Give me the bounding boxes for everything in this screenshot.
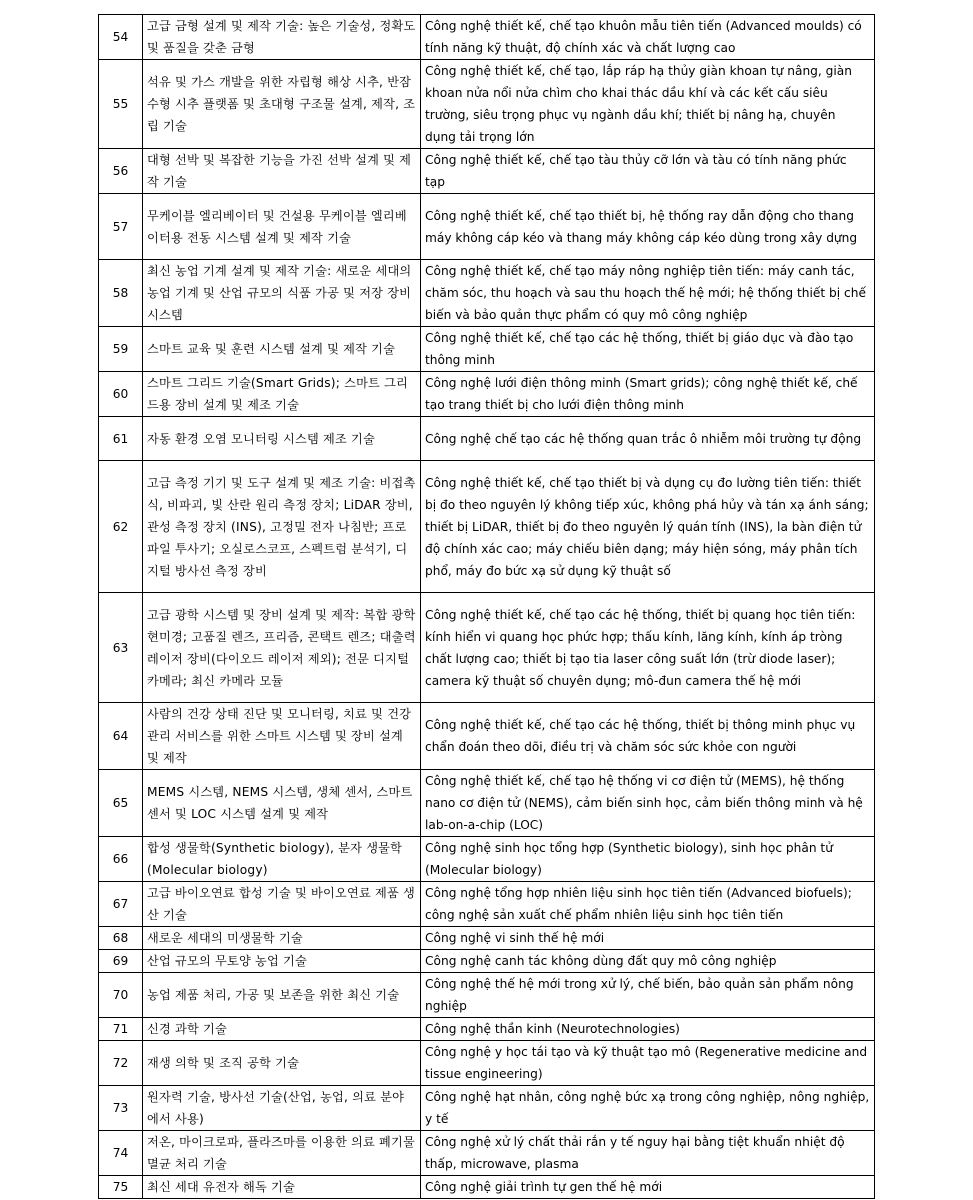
row-number-cell: 56 — [99, 149, 143, 194]
row-number-cell: 66 — [99, 837, 143, 882]
table-row — [99, 1041, 875, 1086]
row-number-cell: 64 — [99, 703, 143, 770]
vietnamese-description-cell: Công nghệ xử lý chất thải rắn y tế nguy hại bằng tiệt khuẩn nhiệt độ thấp, microwave, plasma — [421, 1131, 875, 1176]
row-number-cell: 54 — [99, 15, 143, 60]
vietnamese-description-cell: Công nghệ thiết kế, chế tạo, lắp ráp hạ thủy giàn khoan tự nâng, giàn khoan nửa nổi nửa chìm cho khai thác dầu khí và các kết cấu siêu trường, siêu trọng phục vụ ngành dầu khí; thiết bị nâng hạ, chuyên dụng tải trọng lớn — [421, 60, 875, 149]
vietnamese-description-cell: Công nghệ lưới điện thông minh (Smart grids); công nghệ thiết kế, chế tạo trang thiết bị cho lưới điện thông minh — [421, 372, 875, 417]
row-number-cell: 75 — [99, 1176, 143, 1199]
vietnamese-description-cell: Công nghệ thần kinh (Neurotechnologies) — [421, 1018, 875, 1041]
korean-description-cell: 저온, 마이크로파, 플라즈마를 이용한 의료 폐기물 멸균 처리 기술 — [143, 1131, 421, 1176]
korean-description-cell: 원자력 기술, 방사선 기술(산업, 농업, 의료 분야에서 사용) — [143, 1086, 421, 1131]
table-row — [99, 770, 875, 837]
table-row — [99, 60, 875, 149]
vietnamese-description-cell: Công nghệ thiết kế, chế tạo hệ thống vi cơ điện tử (MEMS), hệ thống nano cơ điện tử (NEMS), cảm biến sinh học, cảm biến thông minh và hệ lab-on-a-chip (LOC) — [421, 770, 875, 837]
vietnamese-description-cell: Công nghệ thiết kế, chế tạo khuôn mẫu tiên tiến (Advanced moulds) có tính năng kỹ thuật, độ chính xác và chất lượng cao — [421, 15, 875, 60]
row-number-cell: 63 — [99, 593, 143, 703]
table-row — [99, 703, 875, 770]
korean-description-cell: MEMS 시스템, NEMS 시스템, 생체 센서, 스마트 센서 및 LOC 시스템 설계 및 제작 — [143, 770, 421, 837]
table-row — [99, 149, 875, 194]
vietnamese-description-cell: Công nghệ sinh học tổng hợp (Synthetic biology), sinh học phân tử (Molecular biology) — [421, 837, 875, 882]
vietnamese-description-cell: Công nghệ hạt nhân, công nghệ bức xạ trong công nghiệp, nông nghiệp, y tế — [421, 1086, 875, 1131]
row-number-cell: 61 — [99, 417, 143, 461]
table-row — [99, 1018, 875, 1041]
row-number-cell: 67 — [99, 882, 143, 927]
korean-description-cell: 고급 광학 시스템 및 장비 설계 및 제작: 복합 광학 현미경; 고품질 렌즈, 프리즘, 콘택트 렌즈; 대출력 레이저 장비(다이오드 레이저 제외); 전문 디지털 카메라; 최신 카메라 모듈 — [143, 593, 421, 703]
row-number-cell: 74 — [99, 1131, 143, 1176]
korean-description-cell: 최신 세대 유전자 해독 기술 — [143, 1176, 421, 1199]
table-row — [99, 837, 875, 882]
korean-description-cell: 스마트 교육 및 훈련 시스템 설계 및 제작 기술 — [143, 327, 421, 372]
row-number-cell: 72 — [99, 1041, 143, 1086]
row-number-cell: 57 — [99, 194, 143, 260]
korean-description-cell: 새로운 세대의 미생물학 기술 — [143, 927, 421, 950]
vietnamese-description-cell: Công nghệ chế tạo các hệ thống quan trắc ô nhiễm môi trường tự động — [421, 417, 875, 461]
table-row — [99, 950, 875, 973]
korean-description-cell: 농업 제품 처리, 가공 및 보존을 위한 최신 기술 — [143, 973, 421, 1018]
row-number-cell: 55 — [99, 60, 143, 149]
vietnamese-description-cell: Công nghệ thiết kế, chế tạo các hệ thống, thiết bị giáo dục và đào tạo thông minh — [421, 327, 875, 372]
vietnamese-description-cell: Công nghệ canh tác không dùng đất quy mô công nghiệp — [421, 950, 875, 973]
table-row — [99, 194, 875, 260]
row-number-cell: 69 — [99, 950, 143, 973]
korean-description-cell: 고급 금형 설계 및 제작 기술: 높은 기술성, 정확도 및 품질을 갖춘 금형 — [143, 15, 421, 60]
row-number-cell: 70 — [99, 973, 143, 1018]
vietnamese-description-cell: Công nghệ thiết kế, chế tạo máy nông nghiệp tiên tiến: máy canh tác, chăm sóc, thu hoạch và sau thu hoạch thế hệ mới; hệ thống thiết bị chế biến và bảo quản thực phẩm có quy mô công nghiệp — [421, 260, 875, 327]
korean-description-cell: 고급 측정 기기 및 도구 설계 및 제조 기술: 비접촉식, 비파괴, 빛 산란 원리 측정 장치; LiDAR 장비, 관성 측정 장치 (INS), 고정밀 전자 나침반; 프로파일 투사기; 오실로스코프, 스펙트럼 분석기, 디지털 방사선 측정 장비 — [143, 461, 421, 593]
table-row — [99, 260, 875, 327]
korean-description-cell: 최신 농업 기계 설계 및 제작 기술: 새로운 세대의 농업 기계 및 산업 규모의 식품 가공 및 저장 장비 시스템 — [143, 260, 421, 327]
row-number-cell: 58 — [99, 260, 143, 327]
table-row — [99, 327, 875, 372]
vietnamese-description-cell: Công nghệ thiết kế, chế tạo các hệ thống, thiết bị quang học tiên tiến: kính hiển vi quang học phức hợp; thấu kính, lăng kính, kính áp tròng chất lượng cao; thiết bị tạo tia laser công suất lớn (trừ diode laser); camera kỹ thuật số chuyên dụng; mô-đun camera thế hệ mới — [421, 593, 875, 703]
row-number-cell: 62 — [99, 461, 143, 593]
row-number-cell: 68 — [99, 927, 143, 950]
table-row — [99, 593, 875, 703]
korean-description-cell: 산업 규모의 무토양 농업 기술 — [143, 950, 421, 973]
korean-description-cell: 재생 의학 및 조직 공학 기술 — [143, 1041, 421, 1086]
table-row — [99, 1131, 875, 1176]
vietnamese-description-cell: Công nghệ vi sinh thế hệ mới — [421, 927, 875, 950]
korean-description-cell: 무케이블 엘리베이터 및 건설용 무케이블 엘리베이터용 전동 시스템 설계 및 제작 기술 — [143, 194, 421, 260]
row-number-cell: 59 — [99, 327, 143, 372]
table-row — [99, 1086, 875, 1131]
vietnamese-description-cell: Công nghệ thế hệ mới trong xử lý, chế biến, bảo quản sản phẩm nông nghiệp — [421, 973, 875, 1018]
table-row — [99, 461, 875, 593]
korean-description-cell: 고급 바이오연료 합성 기술 및 바이오연료 제품 생산 기술 — [143, 882, 421, 927]
technology-list-table — [98, 14, 875, 1199]
korean-description-cell: 스마트 그리드 기술(Smart Grids); 스마트 그리드용 장비 설계 및 제조 기술 — [143, 372, 421, 417]
table-row — [99, 927, 875, 950]
row-number-cell: 65 — [99, 770, 143, 837]
korean-description-cell: 합성 생물학(Synthetic biology), 분자 생물학(Molecular biology) — [143, 837, 421, 882]
table-row — [99, 417, 875, 461]
row-number-cell: 73 — [99, 1086, 143, 1131]
vietnamese-description-cell: Công nghệ thiết kế, chế tạo thiết bị và dụng cụ đo lường tiên tiến: thiết bị đo theo nguyên lý không tiếp xúc, không phá hủy và tán xạ ánh sáng; thiết bị LiDAR, thiết bị đo theo nguyên lý quán tính (INS), la bàn điện tử độ chính xác cao; máy chiếu biên dạng; máy hiện sóng, máy phân tích phổ, máy đo bức xạ sử dụng kỹ thuật số — [421, 461, 875, 593]
korean-description-cell: 대형 선박 및 복잡한 기능을 가진 선박 설계 및 제작 기술 — [143, 149, 421, 194]
korean-description-cell: 자동 환경 오염 모니터링 시스템 제조 기술 — [143, 417, 421, 461]
vietnamese-description-cell: Công nghệ giải trình tự gen thế hệ mới — [421, 1176, 875, 1199]
row-number-cell: 71 — [99, 1018, 143, 1041]
table-row — [99, 1176, 875, 1199]
vietnamese-description-cell: Công nghệ tổng hợp nhiên liệu sinh học tiên tiến (Advanced biofuels); công nghệ sản xuất chế phẩm nhiên liệu sinh học tiên tiến — [421, 882, 875, 927]
table-row — [99, 882, 875, 927]
table-row — [99, 973, 875, 1018]
vietnamese-description-cell: Công nghệ thiết kế, chế tạo tàu thủy cỡ lớn và tàu có tính năng phức tạp — [421, 149, 875, 194]
table-row — [99, 15, 875, 60]
table-row — [99, 372, 875, 417]
korean-description-cell: 신경 과학 기술 — [143, 1018, 421, 1041]
vietnamese-description-cell: Công nghệ y học tái tạo và kỹ thuật tạo mô (Regenerative medicine and tissue engineering) — [421, 1041, 875, 1086]
table-body — [99, 15, 875, 1199]
korean-description-cell: 석유 및 가스 개발을 위한 자립형 해상 시추, 반잠수형 시추 플랫폼 및 초대형 구조물 설계, 제작, 조립 기술 — [143, 60, 421, 149]
vietnamese-description-cell: Công nghệ thiết kế, chế tạo thiết bị, hệ thống ray dẫn động cho thang máy không cáp kéo và thang máy không cáp kéo dùng trong xây dựng — [421, 194, 875, 260]
korean-description-cell: 사람의 건강 상태 진단 및 모니터링, 치료 및 건강 관리 서비스를 위한 스마트 시스템 및 장비 설계 및 제작 — [143, 703, 421, 770]
row-number-cell: 60 — [99, 372, 143, 417]
vietnamese-description-cell: Công nghệ thiết kế, chế tạo các hệ thống, thiết bị thông minh phục vụ chẩn đoán theo dõi, điều trị và chăm sóc sức khỏe con người — [421, 703, 875, 770]
